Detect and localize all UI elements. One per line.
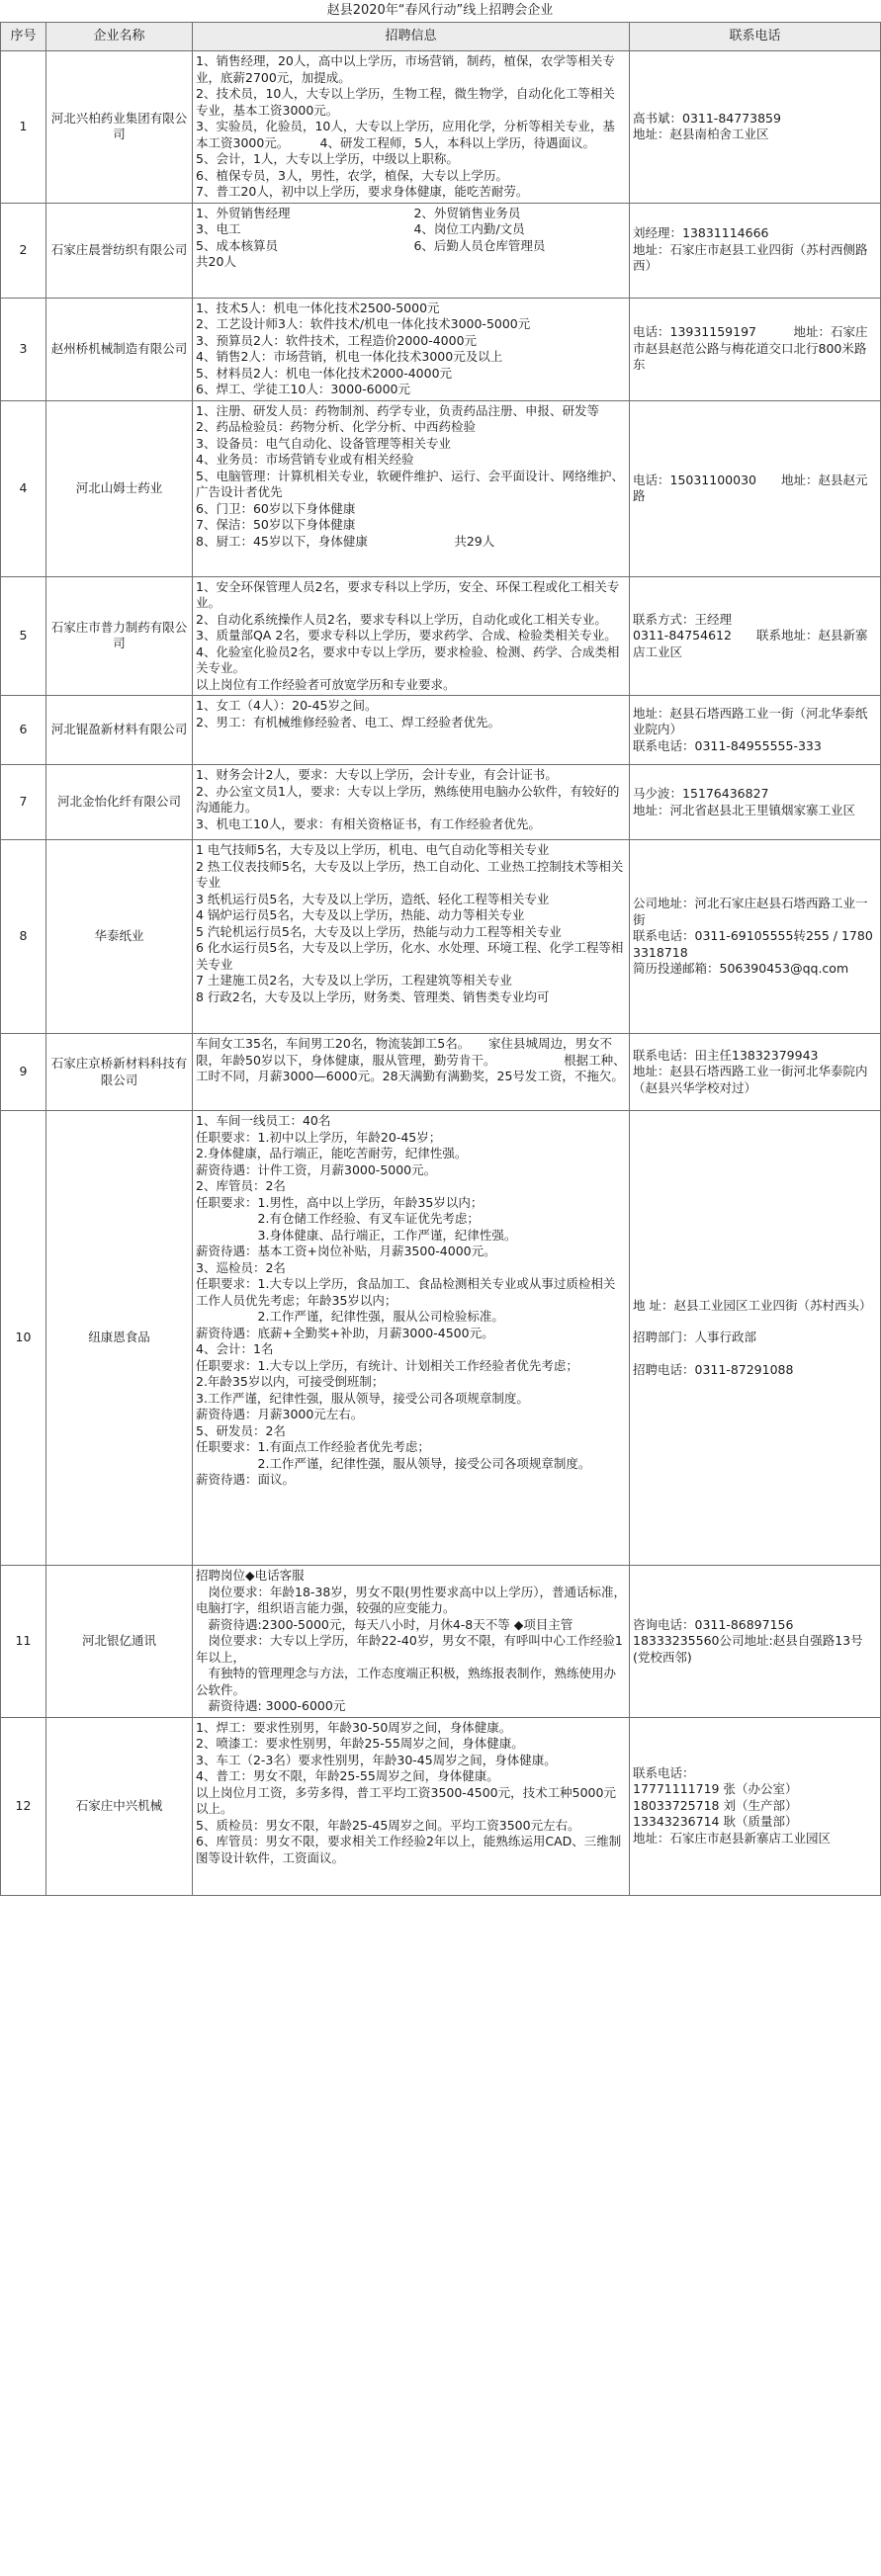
info-line: 车间女工35名，车间男工20名，物流装卸工5名。 家住县城周边，男女不限，年龄50岁以下，身体健康，服从管理，勤劳肯干。 根据工种、工时不同，月薪3000—6000元。28天满勤有满勤奖，25号发工资，不拖欠。 bbox=[196, 1036, 626, 1083]
table-row bbox=[1, 840, 881, 1034]
recruitment-info bbox=[193, 696, 630, 765]
info-line: 5、研发员：2名 bbox=[196, 1422, 286, 1438]
info-line: 5、会计，1人，大专以上学历，中级以上职称。 bbox=[196, 151, 459, 166]
table-row bbox=[1, 51, 881, 204]
info-line: 3、电工 4、岗位工内勤/文员 bbox=[196, 221, 525, 236]
info-line: 1、车间一线员工：40名 bbox=[196, 1113, 331, 1128]
header-company: 企业名称 bbox=[46, 23, 193, 51]
job-fair-table bbox=[0, 22, 881, 1896]
contact-line: 咨询电话：0311-86897156 bbox=[633, 1616, 794, 1632]
row-number: 10 bbox=[1, 1111, 46, 1566]
info-line: 1 电气技师5名，大专及以上学历，机电、电气自动化等相关专业 bbox=[196, 842, 550, 857]
recruitment-info bbox=[193, 51, 630, 204]
contact-info bbox=[630, 1717, 881, 1895]
info-line: 2、自动化系统操作人员2名，要求专科以上学历，自动化或化工相关专业。 bbox=[196, 611, 607, 627]
contact-info bbox=[630, 203, 881, 298]
info-line: 8、厨工：45岁以下，身体健康 共29人 bbox=[196, 533, 495, 549]
contact-line: 18333235560公司地址:赵县自强路13号(党校西邻) bbox=[633, 1633, 863, 1665]
info-line: 4 锅炉运行员5名，大专及以上学历，热能、动力等相关专业 bbox=[196, 907, 525, 922]
contact-line: 0311-84754612 联系地址：赵县新寨店工业区 bbox=[633, 628, 868, 659]
contact-line bbox=[633, 1346, 877, 1362]
recruitment-info bbox=[193, 1717, 630, 1895]
info-line: 6 化水运行员5名，大专及以上学历，化水、水处理、环境工程、化学工程等相关专业 bbox=[196, 940, 624, 972]
contact-info bbox=[630, 840, 881, 1034]
contact-line: 联系方式：王经理 bbox=[633, 611, 733, 627]
contact-line: 13343236714 耿（质量部） bbox=[633, 1814, 798, 1830]
info-line: 2.有仓储工作经验、有叉车证优先考虑； bbox=[196, 1211, 480, 1226]
contact-line: 高书斌：0311-84773859 bbox=[633, 110, 781, 126]
table-row bbox=[1, 298, 881, 400]
contact-line: 联系电话：0311-69105555转255 / 17803318718 bbox=[633, 928, 873, 960]
contact-line: 联系电话： bbox=[633, 1764, 695, 1780]
info-line: 6、门卫：60岁以下身体健康 bbox=[196, 500, 356, 516]
row-number: 4 bbox=[1, 400, 46, 576]
contact-line: 刘经理：13831114666 bbox=[633, 225, 769, 241]
info-line: 4、普工：男女不限，年龄25-55周岁之间，身体健康。 bbox=[196, 1768, 499, 1783]
recruitment-info bbox=[193, 765, 630, 840]
row-number: 5 bbox=[1, 576, 46, 696]
contact-line: 联系电话：田主任13832379943 bbox=[633, 1047, 819, 1063]
recruitment-info bbox=[193, 1111, 630, 1566]
contact-info bbox=[630, 1034, 881, 1111]
info-line: 任职要求：1.大专以上学历，有统计、计划相关工作经验者优先考虑； bbox=[196, 1357, 578, 1373]
table-row bbox=[1, 1034, 881, 1111]
table-row bbox=[1, 1717, 881, 1895]
company-name: 河北金怡化纤有限公司 bbox=[46, 765, 193, 840]
contact-line: 地址：赵县南柏舍工业区 bbox=[633, 127, 769, 142]
info-line: 任职要求：1.有面点工作经验者优先考虑； bbox=[196, 1439, 430, 1454]
info-line: 薪资待遇：月薪3000元左右。 bbox=[196, 1407, 364, 1421]
company-name: 石家庄中兴机械 bbox=[46, 1717, 193, 1895]
info-line: 2、男工：有机械维修经验者、电工、焊工经验者优先。 bbox=[196, 714, 500, 730]
contact-line: 公司地址：河北石家庄赵县石塔西路工业一街 bbox=[633, 896, 868, 927]
info-line: 2.工作严谨，纪律性强，服从领导，接受公司各项规章制度。 bbox=[196, 1455, 591, 1471]
info-line: 3.身体健康、品行端正，工作严谨，纪律性强。 bbox=[196, 1227, 517, 1243]
recruitment-info bbox=[193, 298, 630, 400]
info-line: 以上岗位有工作经验者可放宽学历和专业要求。 bbox=[196, 676, 456, 692]
contact-line: 地址：赵县石塔西路工业一街河北华泰院内（赵县兴华学校对过） bbox=[633, 1064, 868, 1095]
table-row bbox=[1, 1566, 881, 1718]
info-line: 6、植保专员，3人，男性，农学，植保，大专以上学历。 bbox=[196, 167, 508, 183]
table-row bbox=[1, 765, 881, 840]
table-row bbox=[1, 576, 881, 696]
contact-line: 电话：13931159197 地址：石家庄市赵县赵范公路与梅花道交口北行800米路东 bbox=[633, 324, 868, 373]
recruitment-info bbox=[193, 840, 630, 1034]
info-line: 2、喷漆工：要求性别男，年龄25-55周岁之间，身体健康。 bbox=[196, 1736, 524, 1751]
info-line: 招聘岗位◆电话客服 bbox=[196, 1568, 305, 1583]
info-line: 岗位要求：年龄18-38岁，男女不限(男性要求高中以上学历），普通话标准，电脑打字，组织语言能力强，较强的应变能力。 bbox=[196, 1584, 626, 1615]
contact-line: 联系电话：0311-84955555-333 bbox=[633, 737, 822, 753]
row-number: 11 bbox=[1, 1566, 46, 1718]
info-line: 1、外贸销售经理 2、外贸销售业务员 bbox=[196, 205, 521, 220]
info-line: 4、销售2人：市场营销，机电一体化技术3000元及以上 bbox=[196, 349, 503, 364]
contact-line: 18033725718 刘（生产部） bbox=[633, 1797, 798, 1813]
table-row bbox=[1, 203, 881, 298]
contact-line: 电话：15031100030 地址：赵县赵元路 bbox=[633, 472, 868, 503]
info-line: 1、财务会计2人，要求：大专以上学历，会计专业，有会计证书。 bbox=[196, 767, 558, 782]
recruitment-info bbox=[193, 576, 630, 696]
info-line: 2.身体健康，品行端正，能吃苦耐劳，纪律性强。 bbox=[196, 1146, 468, 1160]
info-line: 7 土建施工员2名，大专及以上学历，工程建筑等相关专业 bbox=[196, 973, 512, 987]
contact-line bbox=[633, 1314, 877, 1330]
header-no: 序号 bbox=[1, 23, 46, 51]
info-line: 4、会计：1名 bbox=[196, 1341, 274, 1356]
info-line: 6、焊工、学徒工10人：3000-6000元 bbox=[196, 382, 410, 396]
info-line: 1、焊工：要求性别男，年龄30-50周岁之间，身体健康。 bbox=[196, 1719, 512, 1735]
info-line: 任职要求：1.初中以上学历，年龄20-45岁； bbox=[196, 1129, 442, 1145]
recruitment-info bbox=[193, 1034, 630, 1111]
table-row bbox=[1, 1111, 881, 1566]
info-line: 1、销售经理，20人，高中以上学历，市场营销，制药，植保，农学等相关专业，底薪2700元，加提成。 bbox=[196, 53, 615, 85]
header-info: 招聘信息 bbox=[193, 23, 630, 51]
info-line: 7、普工20人，初中以上学历，要求身体健康，能吃苦耐劳。 bbox=[196, 184, 529, 199]
contact-info bbox=[630, 1566, 881, 1718]
info-line: 2、技术员，10人，大专以上学历，生物工程，微生物学，自动化化工等相关专业，基本工资3000元。 bbox=[196, 86, 615, 118]
contact-line: 简历投递邮箱：506390453@qq.com bbox=[633, 961, 849, 977]
contact-info bbox=[630, 298, 881, 400]
info-line: 薪资待遇：基本工资+岗位补贴，月薪3500-4000元。 bbox=[196, 1244, 496, 1258]
row-number: 7 bbox=[1, 765, 46, 840]
contact-line: 招聘部门：人事行政部 bbox=[633, 1330, 757, 1345]
contact-line: 地 址：赵县工业园区工业四街（苏村西头） bbox=[633, 1297, 872, 1313]
info-line: 2、药品检验员：药物分析、化学分析、中西药检验 bbox=[196, 419, 476, 434]
info-line: 薪资待遇：计件工资，月薪3000-5000元。 bbox=[196, 1161, 437, 1177]
row-number: 1 bbox=[1, 51, 46, 204]
row-number: 8 bbox=[1, 840, 46, 1034]
document-title: 赵县2020年“春风行动”线上招聘会企业 bbox=[326, 3, 554, 18]
row-number: 6 bbox=[1, 696, 46, 765]
company-name: 华泰纸业 bbox=[46, 840, 193, 1034]
info-line: 3、车工（2-3名）要求性别男，年龄30-45周岁之间，身体健康。 bbox=[196, 1752, 557, 1767]
info-line: 3.工作严谨，纪律性强，服从领导，接受公司各项规章制度。 bbox=[196, 1390, 529, 1406]
contact-info bbox=[630, 696, 881, 765]
table-row bbox=[1, 400, 881, 576]
info-line: 3、设备员：电气自动化、设备管理等相关专业 bbox=[196, 435, 451, 451]
contact-line: 地址：河北省赵县北王里镇烟家寨工业区 bbox=[633, 802, 856, 817]
company-name: 石家庄京桥新材料科技有限公司 bbox=[46, 1034, 193, 1111]
contact-line: 马少波：15176436827 bbox=[633, 786, 769, 801]
info-line: 2、工艺设计师3人：软件技术/机电一体化技术3000-5000元 bbox=[196, 316, 531, 331]
contact-line: 17771111719 张（办公室） bbox=[633, 1781, 798, 1797]
info-line: 6、库管员：男女不限，要求相关工作经验2年以上，能熟练运用CAD、三维制图等设计软件，工资面议。 bbox=[196, 1834, 622, 1865]
recruitment-info bbox=[193, 400, 630, 576]
info-line: 4、化验室化验员2名，要求中专以上学历，要求检验、检测、药学、合成类相关专业。 bbox=[196, 644, 620, 675]
info-line: 2 热工仪表技师5名，大专及以上学历，热工自动化、工业热工控制技术等相关专业 bbox=[196, 858, 624, 890]
info-line: 有独特的管理理念与方法，工作态度端正积极，熟练报表制作，熟练使用办公软件。 bbox=[196, 1666, 617, 1697]
table-header-row bbox=[1, 23, 881, 51]
info-line: 任职要求：1.男性，高中以上学历，年龄35岁以内； bbox=[196, 1194, 484, 1210]
company-name: 石家庄市普力制药有限公司 bbox=[46, 576, 193, 696]
info-line: 5 汽轮机运行员5名，大专及以上学历，热能与动力工程等相关专业 bbox=[196, 923, 562, 939]
info-line: 薪资待遇：面议。 bbox=[196, 1472, 296, 1487]
info-line: 2.工作严谨，纪律性强，服从公司检验标准。 bbox=[196, 1309, 504, 1324]
info-line: 1、技术5人：机电一体化技术2500-5000元 bbox=[196, 300, 440, 315]
info-line: 以上岗位月工资，多劳多得，普工平均工资3500-4500元，技术工种5000元以上。 bbox=[196, 1784, 616, 1816]
contact-info bbox=[630, 400, 881, 576]
info-line: 薪资待遇:2300-5000元，每天八小时，月休4-8天不等 ◆项目主管 bbox=[196, 1616, 573, 1632]
info-line: 2.年龄35岁以内，可接受倒班制； bbox=[196, 1374, 385, 1389]
company-name: 河北锟盈新材料有限公司 bbox=[46, 696, 193, 765]
info-line: 3 纸机运行员5名，大专及以上学历，造纸、轻化工程等相关专业 bbox=[196, 891, 550, 906]
contact-info bbox=[630, 51, 881, 204]
info-line: 3、巡检员：2名 bbox=[196, 1259, 286, 1275]
table-body bbox=[1, 51, 881, 1896]
row-number: 2 bbox=[1, 203, 46, 298]
company-name: 河北山姆士药业 bbox=[46, 400, 193, 576]
contact-line: 招聘电话：0311-87291088 bbox=[633, 1361, 794, 1377]
info-line: 3、机电工10人，要求：有相关资格证书，有工作经验者优先。 bbox=[196, 816, 541, 831]
info-line: 4、业务员：市场营销专业或有相关经验 bbox=[196, 452, 414, 467]
info-line: 1、安全环保管理人员2名，要求专科以上学历，安全、环保工程或化工相关专业。 bbox=[196, 578, 620, 610]
contact-info bbox=[630, 576, 881, 696]
company-name: 石家庄晨誉纺织有限公司 bbox=[46, 203, 193, 298]
row-number: 9 bbox=[1, 1034, 46, 1111]
info-line: 任职要求：1.大专以上学历，食品加工、食品检测相关专业或从事过质检相关工作人员优先考虑；年龄35岁以内； bbox=[196, 1276, 616, 1308]
info-line: 3、质量部QA 2名，要求专科以上学历，要求药学、合成、检验类相关专业。 bbox=[196, 628, 617, 643]
row-number: 12 bbox=[1, 1717, 46, 1895]
info-line: 3、预算员2人：软件技术，工程造价2000-4000元 bbox=[196, 332, 478, 348]
row-number: 3 bbox=[1, 298, 46, 400]
contact-info bbox=[630, 1111, 881, 1566]
info-line: 7、保洁：50岁以下身体健康 bbox=[196, 517, 356, 532]
info-line: 3、实验员，化验员，10人，大专以上学历，应用化学，分析等相关专业，基本工资3000元。 4、研发工程师，5人，本科以上学历，待遇面议。 bbox=[196, 119, 615, 150]
contact-line: 地址：赵县石塔西路工业一街（河北华泰纸业院内） bbox=[633, 705, 868, 737]
info-line: 5、材料员2人：机电一体化技术2000-4000元 bbox=[196, 365, 453, 381]
info-line: 1、女工（4人）：20-45岁之间。 bbox=[196, 698, 378, 713]
header-contact: 联系电话 bbox=[630, 23, 881, 51]
contact-info bbox=[630, 765, 881, 840]
info-line: 薪资待遇: 3000-6000元 bbox=[196, 1698, 346, 1713]
info-line: 8 行政2名，大专及以上学历，财务类、管理类、销售类专业均可 bbox=[196, 988, 550, 1004]
table-row bbox=[1, 696, 881, 765]
info-line: 5、质检员：男女不限，年龄25-45周岁之间。平均工资3500元左右。 bbox=[196, 1817, 580, 1833]
recruitment-info bbox=[193, 203, 669, 298]
info-line: 岗位要求：大专以上学历，年龄22-40岁，男女不限，有呼叫中心工作经验1年以上， bbox=[196, 1633, 623, 1665]
company-name: 河北银亿通讯 bbox=[46, 1566, 193, 1718]
contact-line: 地址：石家庄市赵县工业四街（苏村西侧路西） bbox=[633, 241, 868, 274]
info-line: 5、成本核算员 6、后勤人员仓库管理员 共20人 bbox=[196, 237, 669, 269]
info-line: 2、库管员：2名 bbox=[196, 1178, 286, 1193]
info-line: 5、电脑管理：计算机相关专业，软硬件维护、运行、会平面设计、网络维护、广告设计者优先 bbox=[196, 468, 624, 499]
contact-line: 地址：石家庄市赵县新寨店工业园区 bbox=[633, 1830, 832, 1846]
company-name: 赵州桥机械制造有限公司 bbox=[46, 298, 193, 400]
info-line: 薪资待遇：底薪+全勤奖+补助，月薪3000-4500元。 bbox=[196, 1325, 494, 1340]
company-name: 河北兴柏药业集团有限公司 bbox=[46, 51, 193, 204]
info-line: 2、办公室文员1人，要求：大专以上学历，熟练使用电脑办公软件，有较好的沟通能力。 bbox=[196, 783, 620, 815]
company-name: 纽康恩食品 bbox=[46, 1111, 193, 1566]
info-line: 1、注册、研发人员：药物制剂、药学专业，负责药品注册、申报、研发等 bbox=[196, 402, 599, 418]
recruitment-info bbox=[193, 1566, 630, 1718]
